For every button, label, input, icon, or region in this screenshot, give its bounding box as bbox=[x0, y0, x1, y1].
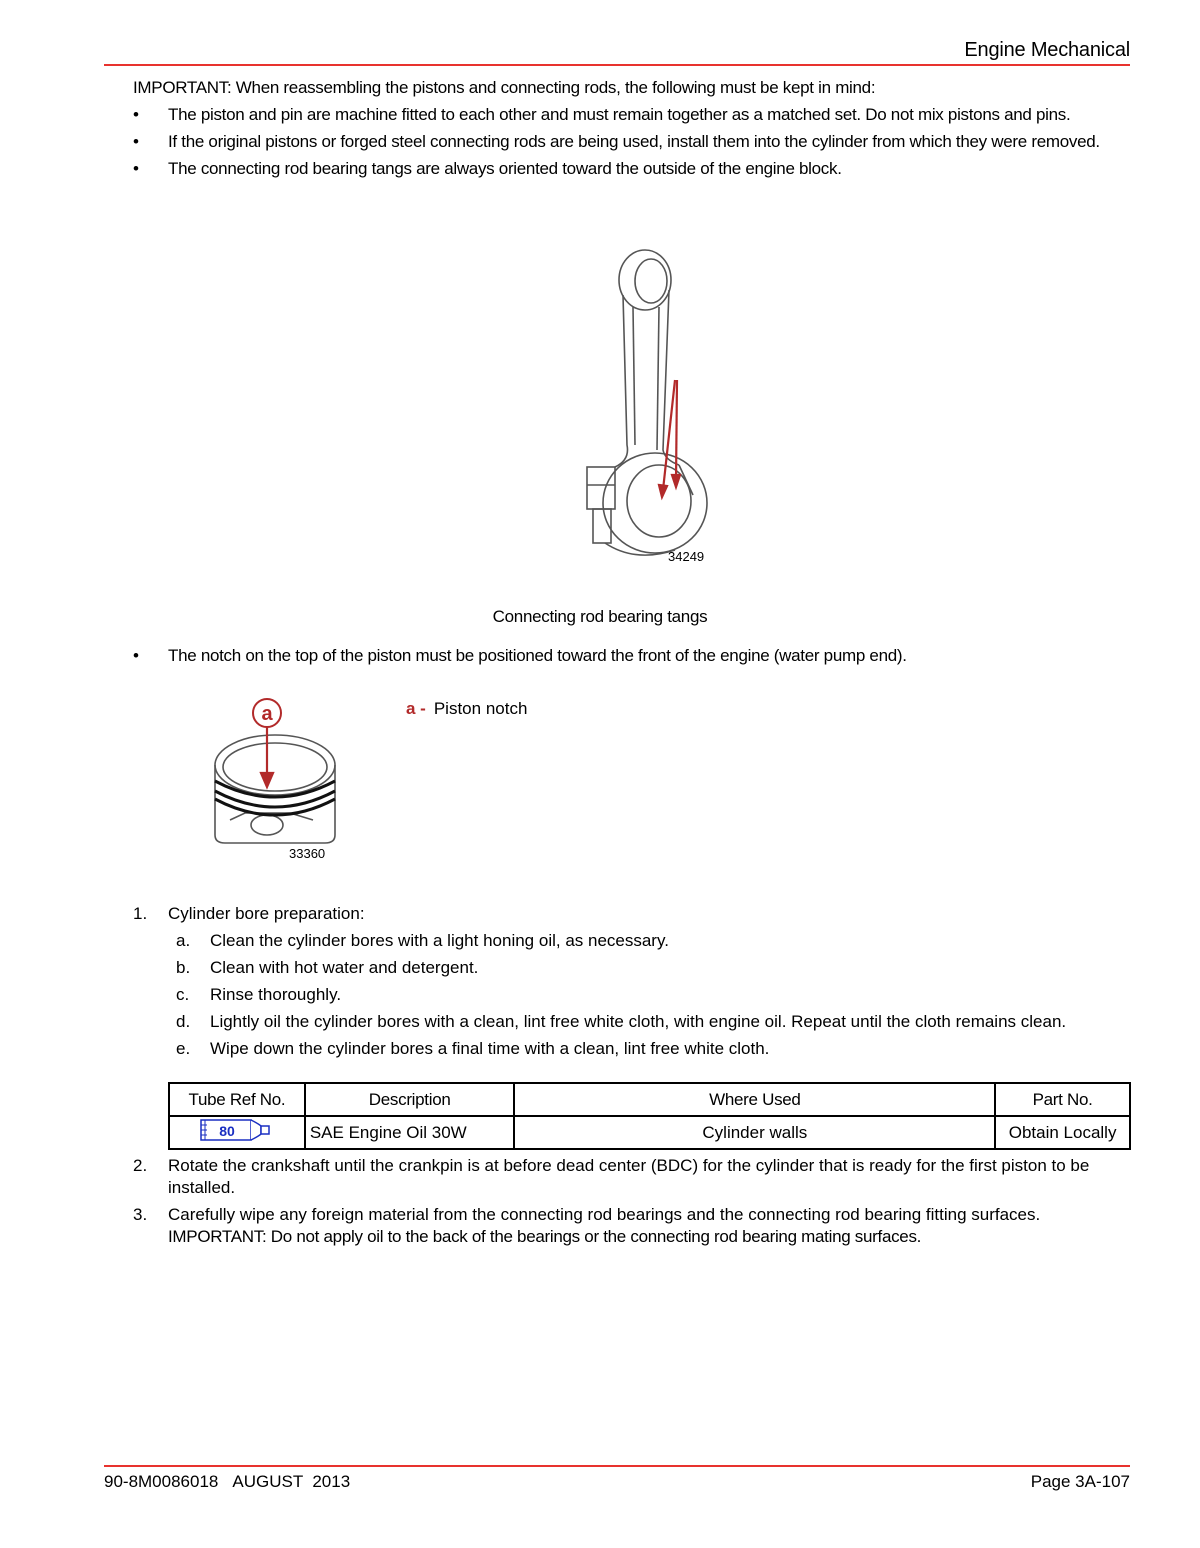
connecting-rod-illustration bbox=[575, 245, 715, 570]
step-number: 1. bbox=[133, 904, 148, 923]
column-header: Description bbox=[305, 1083, 515, 1116]
piston-illustration bbox=[205, 695, 345, 865]
procedure-steps-continued bbox=[133, 1155, 1133, 1253]
header-rule bbox=[104, 64, 1130, 66]
bullet-icon: • bbox=[133, 159, 139, 178]
description-cell: SAE Engine Oil 30W bbox=[305, 1116, 515, 1149]
list-item: • The notch on the top of the piston must be positioned toward the front of the engine (water pump end). bbox=[133, 646, 907, 665]
substep-list bbox=[168, 930, 1133, 1060]
where-used-cell: Cylinder walls bbox=[514, 1116, 995, 1149]
table-header-row bbox=[169, 1083, 1130, 1116]
footer-rule bbox=[104, 1465, 1130, 1467]
list-item: • If the original pistons or forged steel connecting rods are being used, install them into the cylinder from which they were removed. bbox=[133, 132, 1100, 151]
tube-icon bbox=[199, 1117, 275, 1143]
step-3 bbox=[133, 1204, 1133, 1248]
bullet-icon: • bbox=[133, 132, 139, 151]
list-item: a. Clean the cylinder bores with a light honing oil, as necessary. bbox=[176, 931, 669, 950]
list-item: • The piston and pin are machine fitted to each other and must remain together as a matched set. Do not mix pistons and pins. bbox=[133, 105, 1071, 124]
table-row bbox=[169, 1116, 1130, 1149]
step-text: Carefully wipe any foreign material from the connecting rod bearings and the connecting rod bearing fitting surfaces. bbox=[168, 1205, 1041, 1224]
figure1-id: 34249 bbox=[668, 549, 705, 564]
step-number: 3. bbox=[133, 1205, 148, 1224]
step-1 bbox=[133, 903, 1133, 1060]
legend-text: Piston notch bbox=[433, 699, 528, 718]
list-item: • The connecting rod bearing tangs are always oriented toward the outside of the engine block. bbox=[133, 159, 842, 178]
column-header: Where Used bbox=[514, 1083, 995, 1116]
step-text: Cylinder bore preparation: bbox=[168, 904, 365, 923]
bullet-icon: • bbox=[133, 646, 139, 665]
page-number: Page 3A-107 bbox=[1030, 1472, 1130, 1491]
column-header: Part No. bbox=[995, 1083, 1130, 1116]
figure2-legend bbox=[406, 699, 527, 719]
figure2-id: 33360 bbox=[289, 846, 326, 861]
tube-ref-number: 80 bbox=[219, 1123, 235, 1139]
list-item: d. Lightly oil the cylinder bores with a clean, lint free white cloth, with engine oil. Repeat until the cloth remains clean. bbox=[176, 1012, 1067, 1031]
part-no-cell: Obtain Locally bbox=[995, 1116, 1130, 1149]
doc-date: AUGUST 2013 bbox=[232, 1472, 351, 1491]
list-item: e. Wipe down the cylinder bores a final time with a clean, lint free white cloth. bbox=[176, 1039, 770, 1058]
important-bullet-list bbox=[133, 104, 1118, 185]
doc-number: 90-8M0086018 bbox=[104, 1472, 219, 1491]
important-intro: IMPORTANT: When reassembling the pistons and connecting rods, the following must be kept in mind: bbox=[133, 78, 876, 97]
notch-bullet-list bbox=[133, 645, 1118, 667]
page-header-title: Engine Mechanical bbox=[964, 39, 1130, 61]
footer-doc-info bbox=[104, 1472, 364, 1492]
step-number: 2. bbox=[133, 1156, 148, 1175]
figure1-caption: Connecting rod bearing tangs bbox=[492, 607, 708, 626]
lubricant-table bbox=[168, 1082, 1131, 1150]
important-note: IMPORTANT: Do not apply oil to the back of the bearings or the connecting rod bearing mating surfaces. bbox=[168, 1227, 922, 1246]
callout-letter: a bbox=[261, 703, 273, 725]
tube-ref-cell bbox=[169, 1116, 305, 1149]
column-header: Tube Ref No. bbox=[169, 1083, 305, 1116]
legend-letter: a - bbox=[406, 699, 426, 718]
procedure-steps bbox=[133, 903, 1133, 1065]
step-2 bbox=[133, 1155, 1133, 1199]
list-item: b. Clean with hot water and detergent. bbox=[176, 958, 479, 977]
bullet-icon: • bbox=[133, 105, 139, 124]
step-text: Rotate the crankshaft until the crankpin is at before dead center (BDC) for the cylinder that is ready for the first piston to be installed. bbox=[168, 1156, 1090, 1197]
list-item: c. Rinse thoroughly. bbox=[176, 985, 342, 1004]
